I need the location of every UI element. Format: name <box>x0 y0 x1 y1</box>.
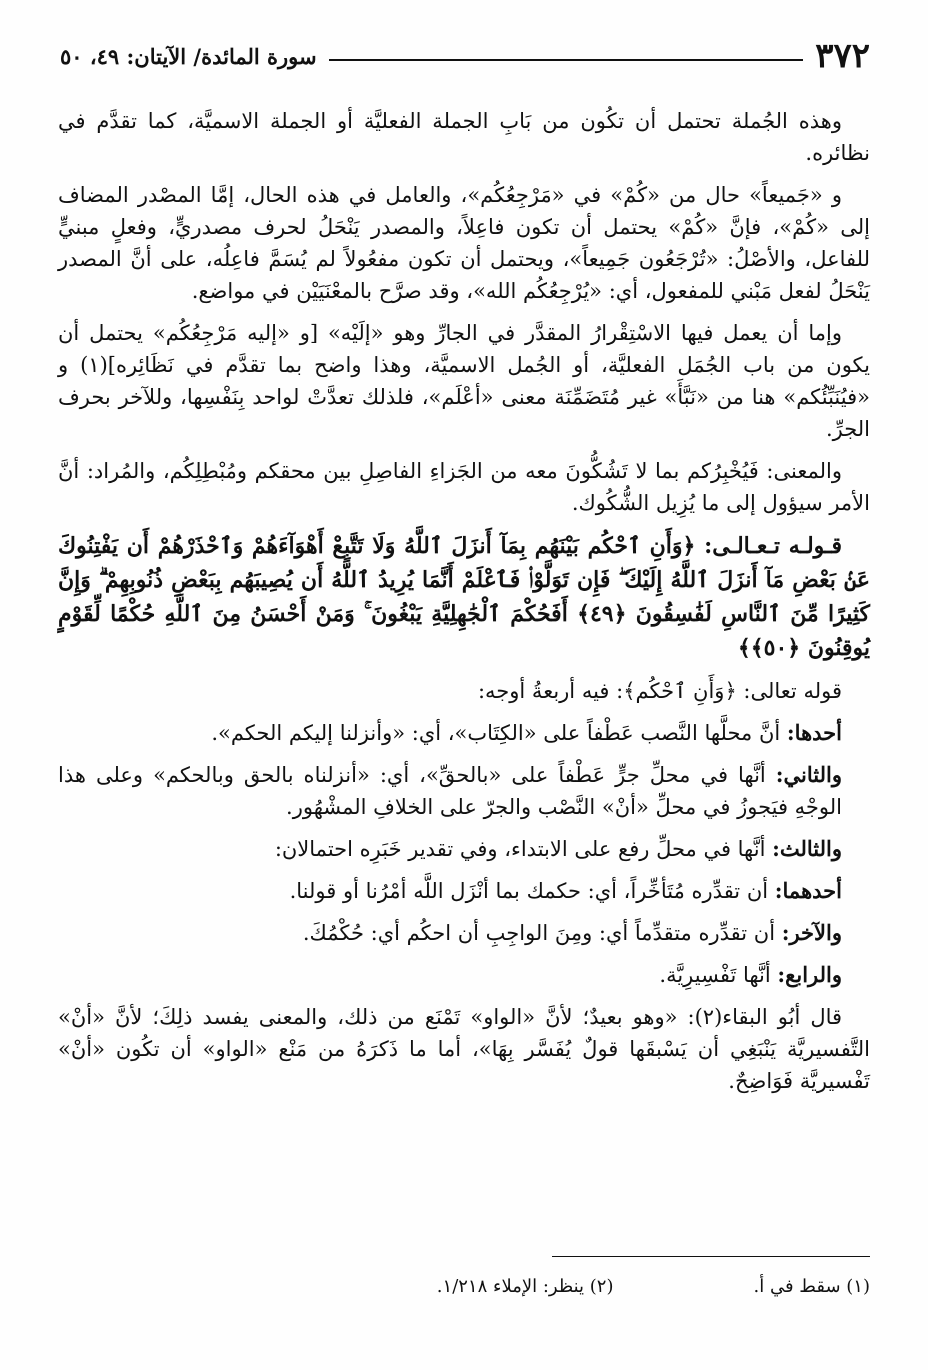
list-item <box>58 759 870 823</box>
list-item <box>58 717 870 749</box>
footnote: (٢) ينظر: الإملاء ١/٢١٨. <box>436 1276 614 1297</box>
item-lead: أحدهما: <box>774 878 842 903</box>
item-text: أنَّ محلَّها النَّصب عَطْفاً على «الكِتَاب»، أي: «وأنزلنا إليكم الحكم». <box>211 721 781 745</box>
page-header <box>60 36 870 76</box>
item-lead: والآخر: <box>781 920 842 945</box>
item-lead: أحدها: <box>786 720 842 745</box>
verse-intro: قـولـه تـعـالـى: <box>704 533 842 559</box>
quran-verse-block <box>58 529 870 665</box>
verse-text: ﴿وَأَنِ ٱحْكُم بَيْنَهُم بِمَآ أَنزَلَ ٱللَّهُ وَلَا تَتَّبِعْ أَهْوَآءَهُمْ وَٱحْذَرْهُمْ أَن يَفْتِنُوكَ عَنۢ بَعْضِ مَآ أَنزَلَ ٱللَّهُ إِلَيْكَ ۖ فَإِن تَوَلَّوْا۟ فَٱعْلَمْ أَنَّمَا يُرِيدُ ٱللَّهُ أَن يُصِيبَهُم بِبَعْضِ ذُنُوبِهِمْ ۗ وَإِنَّ كَثِيرًا مِّنَ ٱلنَّاسِ لَفَٰسِقُونَ ﴿٤٩﴾ أَفَحُكْمَ ٱلْجَٰهِلِيَّةِ يَبْغُونَ ۚ وَمَنْ أَحْسَنُ مِنَ ٱللَّهِ حُكْمًا لِّقَوْمٍ يُوقِنُونَ ﴿٥٠﴾﴾ <box>58 533 870 661</box>
running-title: سورة المائدة/ الآيتان: ٤٩، ٥٠ <box>60 43 317 69</box>
item-text: أن تقدِّره مُتَأخِّراً، أي: حكمك بما أنْزَل اللَّه أمْرُنا أو قولنا. <box>289 879 769 903</box>
item-text: أن تقدِّره متقدِّماً أي: ومِنَ الواجِبِ أن احكُم أي: حُكْمُكَ. <box>302 921 776 945</box>
item-text: أنَّها في محلِّ رفع على الابتداء، وفي تقدير خَبَرِه احتمالان: <box>274 837 766 861</box>
paragraph: و «جَميعاً» حال من «كُمْ» في «مَرْجِعُكُم»، والعامل في هذه الحال، إمَّا المصْدر المضاف إلى «كُمْ»، فإنَّ «كُمْ» يحتمل أن تكون فاعِلاً، والمصدر يَنْحَلُ لحرف مصدريٍّ، وفعلٍ مبنيٍّ للفاعل، والأصْلُ: «تُرْجَعُون جَمِيعاً»، ويحتمل أن تكون مفعُولاً لم يُسَمَّ فاعِلُه، على أنَّ المصدر يَنْحَلُ لفعل مَبْني للمفعول، أي: «يُرْجِعُكُم الله»، وقد صرَّح بالمعْنَيَيْن في مواضع. <box>58 183 870 303</box>
list-item <box>58 833 870 865</box>
list-item <box>58 917 870 949</box>
main-text <box>58 105 870 1107</box>
paragraph: وهذه الجُملة تحتمل أن تكُون من بَابِ الجملة الفعليَّة أو الجملة الاسميَّة، كما تقدَّم في نظائره. <box>58 109 870 165</box>
item-lead: والثاني: <box>775 762 842 787</box>
footnote-separator <box>552 1256 870 1257</box>
item-lead: والثالث: <box>772 836 842 861</box>
footnotes <box>58 1276 870 1297</box>
paragraph: وإما أن يعمل فيها الاسْتِقْرارُ المقدَّر في الجارِّ وهو «إلَيْه» [و «إليه مَرْجِعُكُم» يحتمل أن يكون من باب الجُمَل الفعليَّة، أو الجُمل الاسميَّة، وهذا واضح بما تقدَّم في نَظَائِره](١) و «فيُنَبِّئُكم» هنا من «نَبَّأَ» غير مُتَضَمِّنَة معنى «أعْلَم»، فلذلك تعدَّتْ لواحد بِنَفْسِها، وللآخر بحرف الجرِّ. <box>58 321 870 441</box>
discussion-intro: قوله تعالى: ﴿وَأَنِ ٱحْكُم﴾: فيه أربعةُ أوجه: <box>477 679 842 703</box>
item-text: أنَّها تَفْسِيرِيَّة. <box>659 963 771 987</box>
item-lead: والرابع: <box>777 962 842 987</box>
paragraph: والمعنى: فَيُخْبِرُكم بما لا تَشُكُّونَ معه من الجَزاءِ الفاصِلِ بين محقكم ومُبْطِلِكُم، والمُراد: أنَّ الأمر سيؤول إلى ما يُزِيل الشُّكُوك. <box>58 459 870 515</box>
header-rule <box>329 59 804 61</box>
item-text: أنَّها في محلِّ جرٍّ عَطْفاً على «بالحقِّ»، أي: «أنزلناه بالحق وبالحكم» وعلى هذا الوجْهِ فيَجوزُ في محلِّ «أنْ» النَّصْب والجرّ على الخلافِ المشْهُور. <box>58 763 842 819</box>
closing-paragraph: قال أبُو البقاء(٢): «وهو بعيدٌ؛ لأنَّ «الواو» تَمْنَع من ذلك، والمعنى يفسد ذلِكَ؛ لأنَّ «أنْ» التَّفسيريَّة يَنْبَغِي أن يَسْبقَها قولٌ يُفَسَّر بِهَا»، أما ما ذَكرَهُ من مَنْع «الواو» أن تكُون «أنْ» تَفْسيريَّة فَوَاضِحٌ. <box>58 1005 870 1093</box>
footnote: (١) سقط في أ. <box>753 1276 870 1297</box>
page-number: ٣٧٢ <box>815 36 870 76</box>
list-item <box>58 959 870 991</box>
list-item <box>58 875 870 907</box>
